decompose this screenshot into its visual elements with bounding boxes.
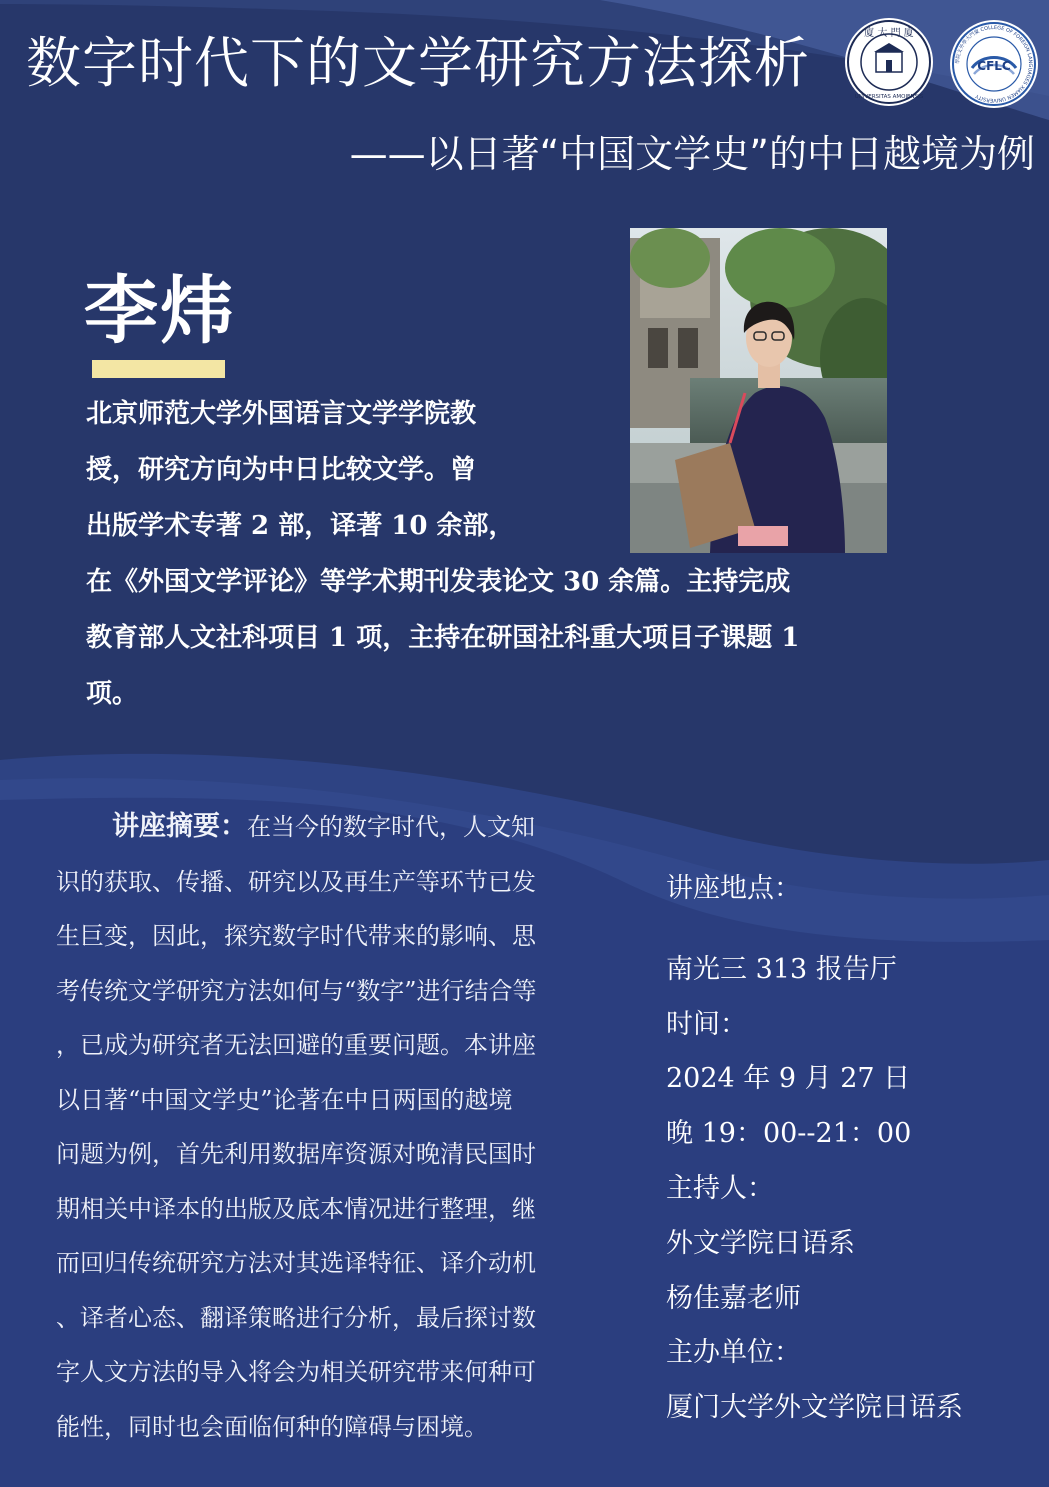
bio-line: 项。 [86, 679, 139, 709]
abstract-line: 识的获取、传播、研究以及再生产等环节已发 [56, 867, 536, 896]
svg-text:學院文外學大門廈 COLLEGE OF FOREIGN LA: 學院文外學大門廈 COLLEGE OF FOREIGN LANGUAGES XIAMEN UNIVERSITY [954, 24, 1034, 104]
bio-line: 出版学术专著 2 部，译著 10 余部， [86, 511, 515, 541]
speaker-name: 李炜 [84, 268, 236, 354]
abstract-line: 以日著“中国文学史”论著在中日两国的越境 [56, 1085, 513, 1114]
speaker-bio [86, 386, 799, 722]
abstract-line: 在当今的数字时代，人文知 [247, 813, 535, 841]
organizer-value: 厦门大学外文学院日语系 [666, 1392, 963, 1424]
svg-text:廈 大 門 廈: 廈 大 門 廈 [864, 28, 914, 39]
abstract-line: 、译者心态、翻译策略进行分析，最后探讨数 [56, 1303, 536, 1332]
organizer-label: 主办单位： [666, 1337, 801, 1369]
abstract-line: 问题为例，首先利用数据库资源对晚清民国时 [56, 1140, 536, 1168]
bio-line: 教育部人文社科项目 1 项，主持在研国社科重大项目子课题 1 [86, 623, 800, 653]
lecture-info [666, 862, 963, 1436]
abstract-line: 而回归传统研究方法对其选译特征、译介动机 [56, 1249, 536, 1277]
abstract-line: 能性，同时也会面临何种的障碍与困境。 [56, 1412, 488, 1441]
lecture-abstract [56, 800, 628, 1454]
svg-text:CFLC: CFLC [977, 59, 1011, 73]
host-name: 杨佳嘉老师 [666, 1282, 801, 1314]
abstract-line: ，已成为研究者无法回避的重要问题。本讲座 [56, 1031, 536, 1059]
svg-text:UNIVERSITAS AMOIENSIS: UNIVERSITAS AMOIENSIS [854, 94, 924, 100]
bio-line: 北京师范大学外国语言文学学院教 [86, 399, 477, 429]
bio-line: 授，研究方向为中日比较文学。曾 [86, 455, 477, 485]
name-underline-bar [92, 360, 225, 378]
host-org: 外文学院日语系 [666, 1227, 855, 1259]
venue-label: 讲座地点： [666, 873, 801, 904]
abstract-line: 考传统文学研究方法如何与“数字”进行结合等 [56, 976, 537, 1005]
poster-title: 数字时代下的文学研究方法探析 [26, 31, 811, 95]
time-value: 晚 19：00--21：00 [666, 1118, 912, 1150]
venue-value: 南光三 313 报告厅 [666, 953, 897, 985]
cflc-college-seal-icon [948, 18, 1040, 110]
abstract-line: 期相关中译本的出版及底本情况进行整理，继 [56, 1194, 536, 1223]
time-label: 时间： [666, 1008, 747, 1040]
abstract-line: 生巨变，因此，探究数字时代带来的影响、思 [56, 922, 536, 950]
xiamen-university-seal-icon [843, 16, 935, 108]
date-value: 2024 年 9 月 27 日 [666, 1063, 911, 1095]
host-label: 主持人： [666, 1172, 774, 1204]
abstract-line: 字人文方法的导入将会为相关研究带来何种可 [56, 1358, 536, 1386]
bio-line: 在《外国文学评论》等学术期刊发表论文 30 余篇。主持完成 [86, 567, 791, 597]
poster-subtitle: ——以日著“中国文学史”的中日越境为例 [349, 132, 1035, 176]
abstract-label: 讲座摘要： [112, 811, 247, 842]
